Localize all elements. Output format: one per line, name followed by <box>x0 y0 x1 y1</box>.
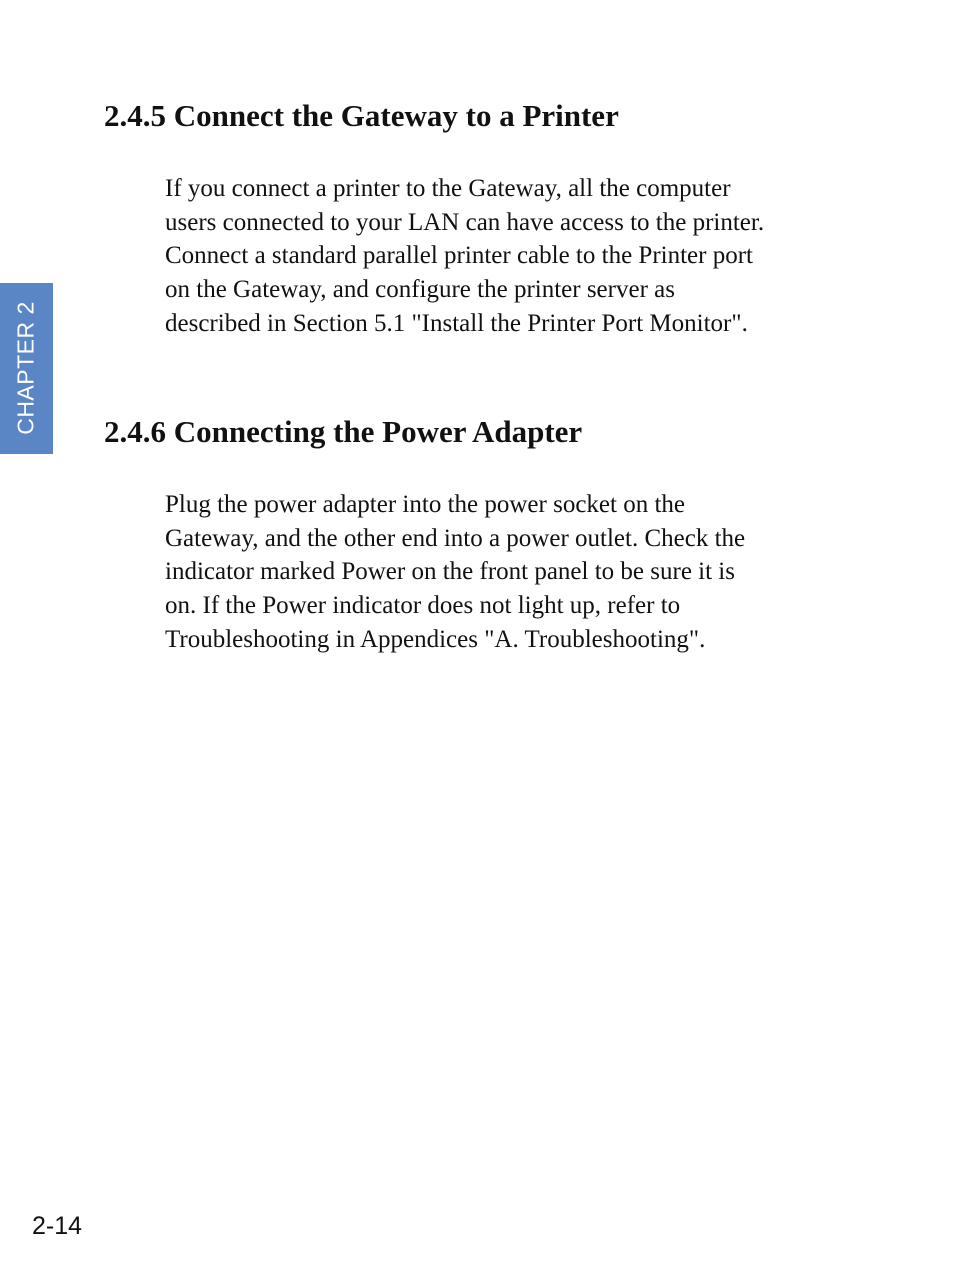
body-line: described in Section 5.1 "Install the Printer Port Monitor". <box>165 309 748 337</box>
section-heading-power-adapter: 2.4.6 Connecting the Power Adapter <box>104 414 583 449</box>
body-line: users connected to your LAN can have access to the printer. <box>165 208 765 236</box>
section-body-printer <box>165 172 885 341</box>
body-line: Troubleshooting in Appendices "A. Troubleshooting". <box>165 625 706 653</box>
chapter-tab <box>0 283 53 454</box>
body-line: on. If the Power indicator does not light up, refer to <box>165 592 681 620</box>
body-line: Plug the power adapter into the power socket on the <box>165 491 685 518</box>
body-line: Connect a standard parallel printer cable to the Printer port <box>165 242 753 270</box>
body-line: on the Gateway, and configure the printer server as <box>165 276 675 304</box>
body-line: If you connect a printer to the Gateway, all the computer <box>165 175 731 202</box>
page-number: 2-14 <box>32 1212 83 1240</box>
body-line: indicator marked Power on the front panel to be sure it is <box>165 558 735 586</box>
body-line: Gateway, and the other end into a power outlet. Check the <box>165 524 746 552</box>
chapter-tab-label: CHAPTER 2 <box>12 301 39 435</box>
section-heading-printer: 2.4.5 Connect the Gateway to a Printer <box>104 98 619 133</box>
section-body-power-adapter <box>165 488 885 657</box>
